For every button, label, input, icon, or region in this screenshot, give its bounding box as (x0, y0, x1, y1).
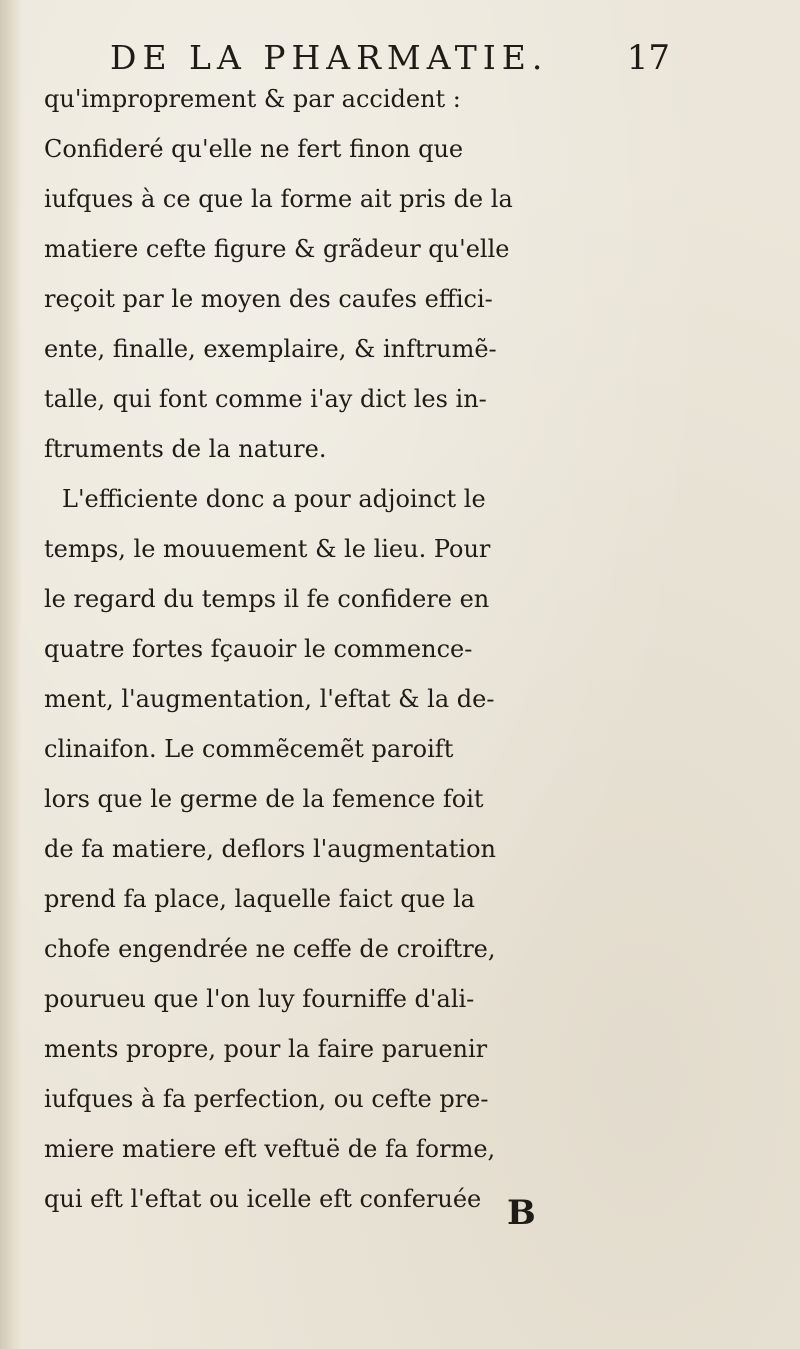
text-line: Confideré qu'elle ne fert finon que (44, 135, 464, 163)
text-line: ments propre, pour la faire paruenir (44, 1035, 488, 1063)
text-line: ftruments de la nature. (44, 435, 327, 463)
signature-mark: B (507, 1193, 536, 1233)
text-line: qui eft l'eftat ou icelle eft conferuée (44, 1185, 482, 1213)
running-head: DE LA PHARMATIE. (110, 38, 549, 77)
text-line: de fa matiere, deflors l'augmentation (44, 835, 496, 863)
text-line: chofe engendrée ne ceffe de croiftre, (44, 935, 496, 963)
text-line: ente, finalle, exemplaire, & inftrumẽ- (44, 335, 497, 363)
page-gutter-shadow (0, 0, 22, 1349)
text-line: iufques à fa perfection, ou cefte pre- (44, 1085, 489, 1113)
text-line: le regard du temps il fe confidere en (44, 585, 490, 613)
text-line: iufques à ce que la forme ait pris de la (44, 185, 513, 213)
text-line: miere matiere eft veftuë de fa forme, (44, 1135, 496, 1163)
text-line: pourueu que l'on luy fourniffe d'ali- (44, 985, 475, 1013)
text-line: qu'improprement & par accident : (44, 85, 461, 113)
text-line: L'efficiente donc a pour adjoinct le (62, 485, 486, 513)
text-line: reçoit par le moyen des caufes effici- (44, 285, 493, 313)
text-line: quatre fortes fçauoir le commence- (44, 635, 473, 663)
page-number: 17 (626, 38, 670, 78)
text-line: prend fa place, laquelle faict que la (44, 885, 475, 913)
body-text (44, 74, 774, 1224)
text-line: talle, qui font comme i'ay dict les in- (44, 385, 487, 413)
text-line: temps, le mouuement & le lieu. Pour (44, 535, 491, 563)
text-line: ment, l'augmentation, l'eftat & la de- (44, 685, 495, 713)
text-line: clinaifon. Le commẽcemẽt paroift (44, 735, 454, 763)
text-line: matiere cefte figure & grãdeur qu'elle (44, 235, 510, 263)
text-line: lors que le germe de la femence foit (44, 785, 484, 813)
